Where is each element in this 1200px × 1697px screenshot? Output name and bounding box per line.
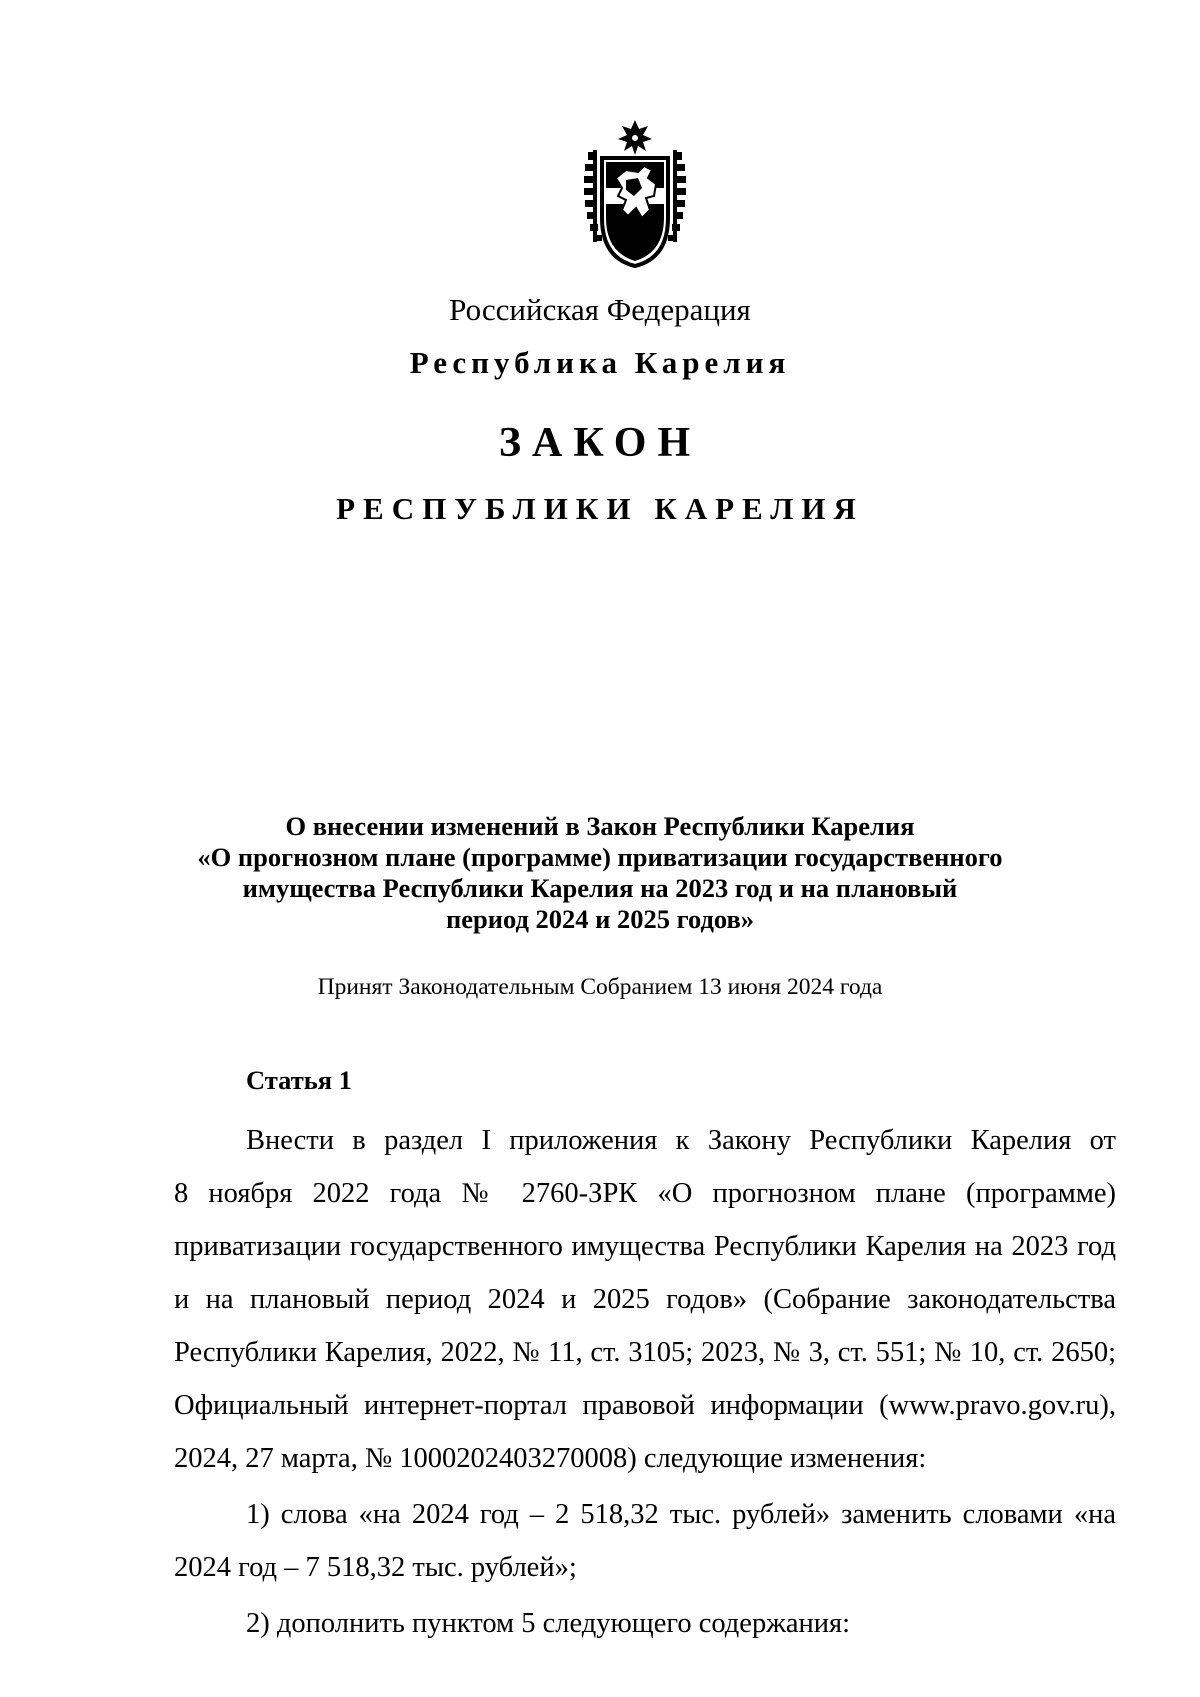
republic-name: Республика Карелия: [409, 345, 791, 380]
article-heading: Статья 1: [246, 1065, 352, 1095]
paragraph-line: 2024, 27 марта, № 1000202403270008) следующие изменения:: [174, 1443, 927, 1474]
law-title-line: период 2024 и 2025 годов»: [445, 904, 755, 934]
country-name: Российская Федерация: [449, 292, 751, 327]
document-type-subtitle: РЕСПУБЛИКИ КАРЕЛИЯ: [336, 491, 864, 526]
document-type: ЗАКОН: [498, 420, 702, 466]
paragraph-line: и на плановый период 2024 и 2025 годов» (Собрание законодательства: [174, 1284, 1116, 1315]
paragraph-line: Внести в раздел I приложения к Закону Республики Карелия от: [246, 1125, 1116, 1156]
paragraph-line: Республики Карелия, 2022, № 11, ст. 3105; 2023, № 3, ст. 551; № 10, ст. 2650;: [174, 1337, 1116, 1368]
paragraph-line: 8 ноября 2022 года № 2760-ЗРК «О прогнозном плане (программе): [174, 1178, 1116, 1209]
list-item-line: 2) дополнить пунктом 5 следующего содержания:: [246, 1608, 851, 1639]
adoption-note: Принят Законодательным Собранием 13 июня 2024 года: [317, 974, 883, 1000]
law-title-line: «О прогнозном плане (программе) приватизации государственного: [197, 842, 1003, 872]
law-title-line: О внесении изменений в Закон Республики Карелия: [285, 811, 915, 841]
list-item-line: 2024 год – 7 518,32 тыс. рублей»;: [174, 1552, 577, 1583]
law-title-line: имущества Республики Карелия на 2023 год и на плановый: [242, 873, 958, 903]
paragraph-line: приватизации государственного имущества Республики Карелия на 2023 год: [174, 1231, 1116, 1262]
law-title: [0, 811, 1200, 935]
list-item-line: 1) слова «на 2024 год – 2 518,32 тыс. рублей» заменить словами «на: [246, 1499, 1116, 1530]
paragraph-line: Официальный интернет-портал правовой информации (www.pravo.gov.ru),: [174, 1390, 1116, 1421]
coat-of-arms-emblem-icon: [582, 118, 688, 270]
